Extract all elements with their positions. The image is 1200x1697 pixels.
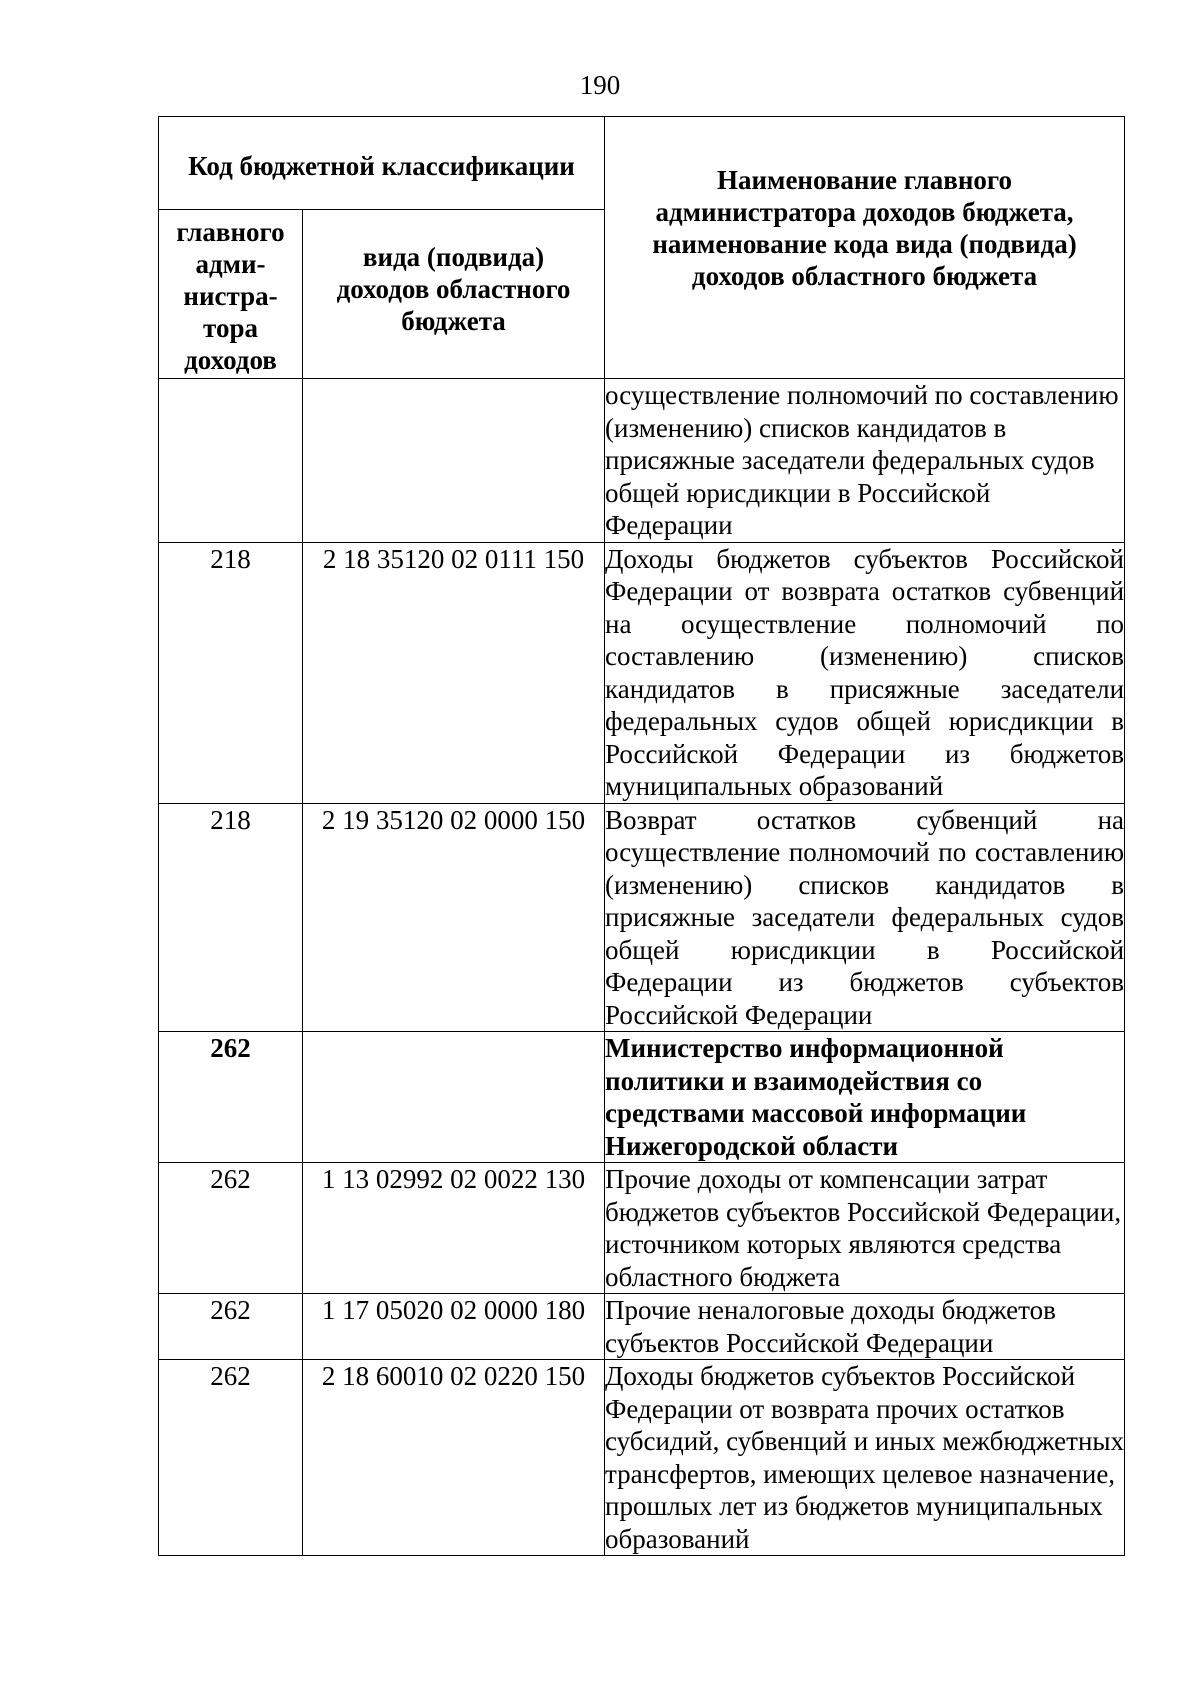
table-body	[159, 379, 1125, 1556]
table-row	[159, 1360, 1125, 1556]
table-row	[159, 542, 1125, 803]
header-name-line: администратора доходов бюджета,	[655, 196, 1074, 227]
income-code-cell: 2 18 60010 02 0220 150	[303, 1360, 605, 1556]
table-row-ministry-heading	[159, 1032, 1125, 1163]
admin-code-cell: 262	[159, 1163, 303, 1294]
header-name-line: Наименование главного	[717, 164, 1013, 195]
header-admin-line: адми-	[195, 249, 266, 279]
admin-code-cell: 262	[159, 1294, 303, 1360]
income-code-cell	[303, 1032, 605, 1163]
page-number: 190	[579, 70, 621, 100]
admin-code-cell	[159, 379, 303, 543]
income-name-cell: Возврат остатков субвенций на осуществление полномочий по составлению (изменению) списков кандидатов в присяжные заседатели федеральных судов общей юрисдикции в Российской Федерации из бюджетов субъектов Российской Федерации	[605, 804, 1125, 1030]
income-code-cell: 1 13 02992 02 0022 130	[303, 1163, 605, 1294]
header-admin-line: главного	[176, 217, 285, 247]
header-name-line: доходов областного бюджета	[691, 260, 1038, 291]
table-row	[159, 1163, 1125, 1294]
header-name-column	[605, 117, 1125, 379]
income-name-cell: Прочие неналоговые доходы бюджетов субъектов Российской Федерации	[605, 1294, 1125, 1360]
income-name-cell: Прочие доходы от компенсации затрат бюджетов субъектов Российской Федерации, источником которых являются средства областного бюджета	[605, 1163, 1125, 1294]
income-code-cell: 1 17 05020 02 0000 180	[303, 1294, 605, 1360]
income-name-cell: Доходы бюджетов субъектов Российской Федерации от возврата прочих остатков субсидий, субвенций и иных межбюджетных трансфертов, имеющих целевое назначение, прошлых лет из бюджетов муниципальных образований	[605, 1361, 1125, 1554]
income-code-cell: 2 18 35120 02 0111 150	[303, 542, 605, 803]
admin-code-cell: 262	[159, 1360, 303, 1556]
admin-code-cell: 218	[159, 803, 303, 1032]
header-budget-code-group: Код бюджетной классификации	[159, 117, 605, 210]
income-name-cell: Доходы бюджетов субъектов Российской Федерации от возврата остатков субвенций на осуществление полномочий по составлению (изменению) списков кандидатов в присяжные заседатели федеральных судов общей юрисдикции в Российской Федерации из бюджетов муниципальных образований	[605, 543, 1125, 801]
header-name-line: наименование кода вида (подвида)	[652, 228, 1077, 259]
header-admin-column	[159, 210, 303, 379]
header-kind-line: бюджета	[401, 306, 506, 336]
header-kind-column	[303, 210, 605, 379]
table-header	[159, 117, 1125, 379]
header-admin-line: тора	[203, 313, 258, 343]
income-code-cell: 2 19 35120 02 0000 150	[303, 803, 605, 1032]
header-admin-line: доходов	[184, 345, 277, 375]
admin-code-cell: 262	[159, 1032, 303, 1163]
ministry-name-cell: Министерство информационной политики и взаимодействия со средствами массовой информации Нижегородской области	[605, 1032, 1125, 1163]
table-row	[159, 379, 1125, 543]
budget-classification-table	[158, 116, 1125, 1556]
income-name-cell: осуществление полномочий по составлению (изменению) списков кандидатов в присяжные заседатели федеральных судов общей юрисдикции в Российской Федерации	[605, 379, 1125, 543]
header-row-group	[159, 117, 1125, 210]
admin-code-cell: 218	[159, 542, 303, 803]
income-code-cell	[303, 379, 605, 543]
header-kind-line: вида (подвида)	[362, 242, 545, 272]
table-row	[159, 1294, 1125, 1360]
header-kind-line: доходов областного	[336, 274, 571, 304]
header-admin-line: нистра-	[183, 281, 278, 311]
table-row	[159, 803, 1125, 1032]
